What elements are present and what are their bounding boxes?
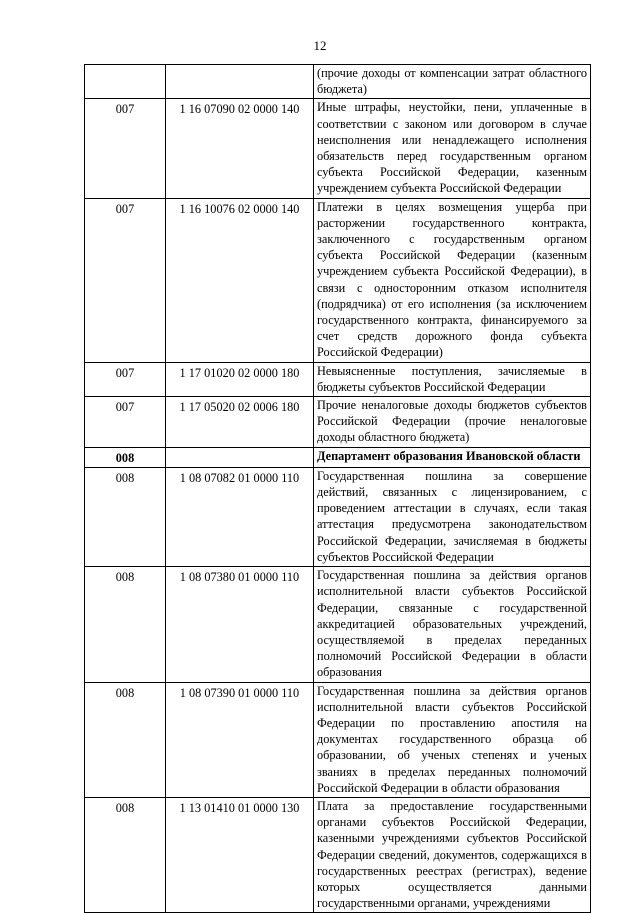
table-row <box>85 65 591 99</box>
department-header-row <box>85 447 591 467</box>
admin-code-cell: 007 <box>85 397 166 448</box>
revenue-code-cell: 1 17 05020 02 0006 180 <box>166 397 314 448</box>
revenue-code-cell: 1 13 01410 01 0000 130 <box>166 797 314 912</box>
admin-code-cell: 008 <box>85 567 166 682</box>
admin-code-cell: 008 <box>85 467 166 566</box>
table-row <box>85 397 591 448</box>
revenue-code-cell: 1 16 07090 02 0000 140 <box>166 99 314 198</box>
revenue-name-cell: Иные штрафы, неустойки, пени, уплаченные в соответствии с законом или договором в случае неисполнения или ненадлежащего исполнения обязательств перед государственным органом субъекта Российской Федерации, казенным учреждением субъекта Российской Федерации <box>314 99 591 198</box>
table-row <box>85 467 591 566</box>
admin-code-cell: 007 <box>85 198 166 362</box>
revenue-name-cell: (прочие доходы от компенсации затрат областного бюджета) <box>314 65 591 99</box>
department-name-cell: Департамент образования Ивановской области <box>314 447 591 467</box>
table-row <box>85 198 591 362</box>
table-row <box>85 567 591 682</box>
table-row <box>85 362 591 396</box>
revenue-code-cell <box>166 65 314 99</box>
admin-code-cell <box>85 65 166 99</box>
revenue-name-cell: Платежи в целях возмещения ущерба при расторжении государственного контракта, заключенного с государственным органом субъекта Российской Федерации (казенным учреждением субъекта Российской Федерации), в связи с односторонним отказом исполнителя (подрядчика) от его исполнения (за исключением государственного контракта, финансируемого за счет средств дорожного фонда субъекта Российской Федерации) <box>314 198 591 362</box>
revenue-code-cell: 1 17 01020 02 0000 180 <box>166 362 314 396</box>
revenue-classification-table <box>84 64 591 913</box>
admin-code-cell: 007 <box>85 99 166 198</box>
revenue-name-cell: Невыясненные поступления, зачисляемые в бюджеты субъектов Российской Федерации <box>314 362 591 396</box>
admin-code-cell: 008 <box>85 447 166 467</box>
table-row <box>85 797 591 912</box>
admin-code-cell: 008 <box>85 682 166 797</box>
page-number: 12 <box>313 38 327 53</box>
revenue-name-cell: Государственная пошлина за действия органов исполнительной власти субъектов Российской Федерации по проставлению апостиля на документах государственного образца об образовании, об ученых степенях и ученых званиях в пределах переданных полномочий Российской Федерации в области образования <box>314 682 591 797</box>
table-row <box>85 682 591 797</box>
revenue-name-cell: Плата за предоставление государственными органами субъектов Российской Федерации, казенными учреждениями субъектов Российской Федерации сведений, документов, содержащихся в государственных реестрах (регистрах), ведение которых осуществляется данными государственными органами, учреждениями <box>314 797 591 912</box>
revenue-name-cell: Прочие неналоговые доходы бюджетов субъектов Российской Федерации (прочие неналоговые доходы областного бюджета) <box>314 397 591 448</box>
revenue-name-cell: Государственная пошлина за совершение действий, связанных с лицензированием, с проведением аттестации в случаях, если такая аттестация предусмотрена законодательством Российской Федерации, зачисляемая в бюджеты субъектов Российской Федерации <box>314 467 591 566</box>
revenue-name-cell: Государственная пошлина за действия органов исполнительной власти субъектов Российской Федерации, связанные с государственной аккредитацией образовательных учреждений, осуществляемой в пределах переданных полномочий Российской Федерации в области образования <box>314 567 591 682</box>
table-row <box>85 99 591 198</box>
admin-code-cell: 007 <box>85 362 166 396</box>
revenue-code-cell <box>166 447 314 467</box>
revenue-code-cell: 1 08 07380 01 0000 110 <box>166 567 314 682</box>
revenue-code-cell: 1 08 07082 01 0000 110 <box>166 467 314 566</box>
revenue-code-cell: 1 16 10076 02 0000 140 <box>166 198 314 362</box>
admin-code-cell: 008 <box>85 797 166 912</box>
revenue-code-cell: 1 08 07390 01 0000 110 <box>166 682 314 797</box>
